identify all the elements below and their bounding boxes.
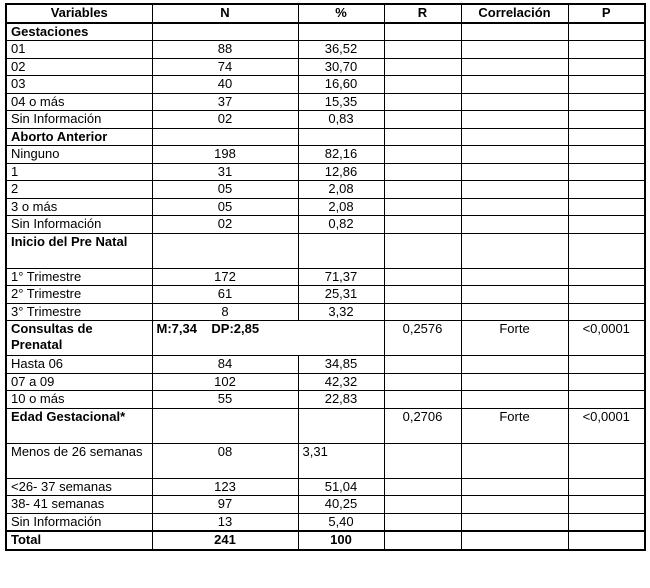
row-n: 08	[152, 443, 298, 478]
row-percent: 0,82	[298, 216, 384, 234]
section-row	[6, 321, 645, 356]
row-n: 37	[152, 93, 298, 111]
row-percent: 3,32	[298, 303, 384, 321]
total-row	[6, 531, 645, 550]
header-percent: %	[298, 4, 384, 23]
row-n: 31	[152, 163, 298, 181]
row-label: 1° Trimestre	[6, 268, 152, 286]
table-row	[6, 111, 645, 129]
table-row	[6, 41, 645, 59]
row-percent: 71,37	[298, 268, 384, 286]
consultas-p: <0,0001	[568, 321, 645, 356]
header-n: N	[152, 4, 298, 23]
row-n: 55	[152, 391, 298, 409]
row-percent: 34,85	[298, 356, 384, 374]
row-percent: 16,60	[298, 76, 384, 94]
header-p: P	[568, 4, 645, 23]
table-row	[6, 198, 645, 216]
row-label: Hasta 06	[6, 356, 152, 374]
table-row	[6, 146, 645, 164]
table-row	[6, 58, 645, 76]
row-label: Sin Información	[6, 111, 152, 129]
section-label: Inicio del Pre Natal	[6, 233, 152, 268]
row-n: 198	[152, 146, 298, 164]
edad-p: <0,0001	[568, 408, 645, 443]
edad-correlation: Forte	[461, 408, 568, 443]
row-percent: 25,31	[298, 286, 384, 304]
row-n: 97	[152, 496, 298, 514]
row-label: Menos de 26 semanas	[6, 443, 152, 478]
row-percent: 40,25	[298, 496, 384, 514]
row-percent: 30,70	[298, 58, 384, 76]
row-label: 1	[6, 163, 152, 181]
row-n: 40	[152, 76, 298, 94]
table-row	[6, 391, 645, 409]
header-variables: Variables	[6, 4, 152, 23]
section-row	[6, 233, 645, 268]
row-percent: 3,31	[298, 443, 384, 478]
row-percent: 82,16	[298, 146, 384, 164]
row-percent: 5,40	[298, 513, 384, 531]
section-label: Aborto Anterior	[6, 128, 152, 146]
row-n: 8	[152, 303, 298, 321]
table-row	[6, 513, 645, 531]
table-row	[6, 216, 645, 234]
table-row	[6, 373, 645, 391]
table-row	[6, 478, 645, 496]
row-n: 02	[152, 111, 298, 129]
row-label: 07 a 09	[6, 373, 152, 391]
row-n: 05	[152, 198, 298, 216]
consultas-stats: M:7,34 DP:2,85	[152, 321, 384, 356]
consultas-correlation: Forte	[461, 321, 568, 356]
section-label: Consultas de Prenatal	[6, 321, 152, 356]
row-percent: 2,08	[298, 181, 384, 199]
row-percent: 22,83	[298, 391, 384, 409]
total-label: Total	[6, 531, 152, 550]
row-n: 02	[152, 216, 298, 234]
row-label: 3 o más	[6, 198, 152, 216]
row-percent: 15,35	[298, 93, 384, 111]
data-table	[5, 3, 646, 551]
row-n: 123	[152, 478, 298, 496]
header-r: R	[384, 4, 461, 23]
row-label: 04 o más	[6, 93, 152, 111]
header-row	[6, 4, 645, 23]
row-n: 88	[152, 41, 298, 59]
section-row	[6, 128, 645, 146]
row-label: 10 o más	[6, 391, 152, 409]
table-row	[6, 303, 645, 321]
table-row	[6, 496, 645, 514]
row-label: 01	[6, 41, 152, 59]
table-row	[6, 93, 645, 111]
table-row	[6, 443, 645, 478]
row-label: Ninguno	[6, 146, 152, 164]
table-row	[6, 268, 645, 286]
row-n: 102	[152, 373, 298, 391]
row-percent: 0,83	[298, 111, 384, 129]
section-row	[6, 23, 645, 41]
table-row	[6, 286, 645, 304]
consultas-r: 0,2576	[384, 321, 461, 356]
section-row	[6, 408, 645, 443]
row-label: 3° Trimestre	[6, 303, 152, 321]
row-label: Sin Información	[6, 216, 152, 234]
row-n: 13	[152, 513, 298, 531]
row-percent: 36,52	[298, 41, 384, 59]
row-percent: 42,32	[298, 373, 384, 391]
table-row	[6, 356, 645, 374]
edad-r: 0,2706	[384, 408, 461, 443]
total-percent: 100	[298, 531, 384, 550]
row-percent: 12,86	[298, 163, 384, 181]
row-n: 172	[152, 268, 298, 286]
row-percent: 2,08	[298, 198, 384, 216]
row-label: 38- 41 semanas	[6, 496, 152, 514]
table-row	[6, 76, 645, 94]
row-label: Sin Información	[6, 513, 152, 531]
row-n: 74	[152, 58, 298, 76]
row-percent: 51,04	[298, 478, 384, 496]
row-label: <26- 37 semanas	[6, 478, 152, 496]
row-label: 03	[6, 76, 152, 94]
row-n: 84	[152, 356, 298, 374]
row-label: 2	[6, 181, 152, 199]
header-correlation: Correlación	[461, 4, 568, 23]
section-label: Gestaciones	[6, 23, 152, 41]
row-n: 05	[152, 181, 298, 199]
table-row	[6, 163, 645, 181]
row-label: 2° Trimestre	[6, 286, 152, 304]
section-label: Edad Gestacional*	[6, 408, 152, 443]
total-n: 241	[152, 531, 298, 550]
row-n: 61	[152, 286, 298, 304]
table-row	[6, 181, 645, 199]
row-label: 02	[6, 58, 152, 76]
